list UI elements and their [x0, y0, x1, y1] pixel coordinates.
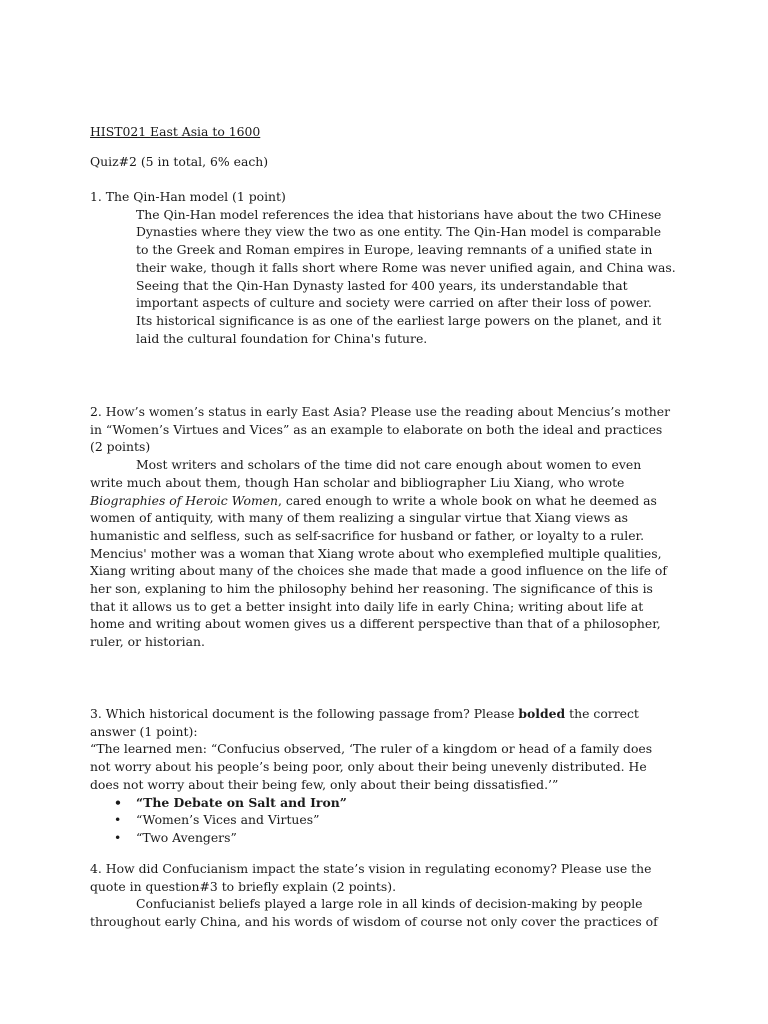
prompt-text: the correct [565, 706, 639, 721]
answer-line: Most writers and scholars of the time did not care enough about women to even [136, 457, 642, 473]
question-3-prompt-line: answer (1 point): [90, 723, 198, 739]
answer-line: Seeing that the Qin-Han Dynasty lasted for 400 years, its understandable that [136, 277, 628, 293]
answer-line: home and writing about women gives us a different perspective than that of a philosopher, [90, 616, 661, 632]
question-2-prompt-line: (2 points) [90, 439, 151, 455]
quiz-title-block [90, 153, 690, 171]
quote-line: does not worry about their being few, only about their being dissatisfied.’” [90, 776, 559, 792]
question-1-answer [90, 206, 690, 348]
answer-option-selected: • “The Debate on Salt and Iron” [114, 794, 690, 812]
question-2 [90, 403, 690, 651]
question-2-prompt-line: in “Women’s Virtues and Vices” as an example to elaborate on both the ideal and practices [90, 421, 663, 437]
answer-line: The Qin-Han model references the idea that historians have about the two CHinese [136, 206, 662, 222]
answer-line: Mencius' mother was a woman that Xiang wrote about who exemplefied multiple qualities, [90, 545, 662, 561]
answer-line-with-title [90, 492, 690, 510]
question-4-prompt-line: quote in question#3 to briefly explain (2 points). [90, 878, 397, 894]
answer-line: Its historical significance is as one of the earliest large powers on the planet, and it [136, 312, 662, 328]
book-title: Biographies of Heroic Women [90, 492, 279, 508]
quote-line: “The learned men: “Confucius observed, ‘The ruler of a kingdom or head of a family does [90, 741, 653, 757]
answer-line: her son, explaning to him the philosophy behind her reasoning. The significance of this is [90, 581, 653, 597]
answer-line: Confucianist beliefs played a large role in all kinds of decision-making by people [136, 896, 643, 912]
answer-option: • “Two Avengers” [114, 829, 690, 847]
question-1-prompt: 1. The Qin-Han model (1 point) [90, 189, 286, 204]
answer-line: humanistic and selfless, such as self-sacrifice for husband or father, or loyalty to a ruler. [90, 527, 645, 543]
question-4 [90, 860, 690, 931]
course-title: HIST021 East Asia to 1600 [90, 124, 261, 139]
answer-text: , cared enough to write a whole book on what he deemed as [278, 492, 657, 508]
answer-line: ruler, or historian. [90, 634, 205, 650]
answer-line: their wake, though it falls short where Rome was never unified again, and China was. [136, 259, 676, 275]
answer-line: Xiang writing about many of the choices she made that made a good influence on the life of [90, 563, 667, 579]
quiz-title: Quiz#2 (5 in total, 6% each) [90, 154, 269, 169]
answer-line: throughout early China, and his words of wisdom of course not only cover the practices of [90, 914, 658, 930]
answer-options [90, 794, 690, 847]
answer-line: Dynasties where they view the two as one entity. The Qin-Han model is comparable [136, 224, 662, 240]
question-2-answer [90, 456, 690, 651]
prompt-bold-word: bolded [518, 706, 566, 721]
question-1 [90, 188, 690, 347]
answer-line: laid the cultural foundation for China's future. [136, 330, 428, 346]
answer-line: to the Greek and Roman empires in Europe, leaving remnants of a unified state in [136, 242, 653, 258]
prompt-text: 3. Which historical document is the following passage from? Please [90, 706, 519, 721]
question-3-prompt-line [90, 705, 690, 723]
answer-option: • “Women’s Vices and Virtues” [114, 811, 690, 829]
question-2-prompt-line: 2. How’s women’s status in early East Asia? Please use the reading about Mencius’s mother [90, 404, 671, 419]
answer-line: write much about them, though Han scholar and bibliographer Liu Xiang, who wrote [90, 474, 625, 490]
answer-line: women of antiquity, with many of them realizing a singular virtue that Xiang views as [90, 510, 628, 526]
answer-line: important aspects of culture and society were carried on after their loss of power. [136, 295, 652, 311]
question-3 [90, 705, 690, 847]
question-4-prompt-line: 4. How did Confucianism impact the state’s vision in regulating economy? Please use the [90, 861, 652, 876]
answer-line: that it allows us to get a better insight into daily life in early China; writing about life at [90, 598, 644, 614]
quote-line: not worry about his people’s being poor, only about their being unevenly distributed. He [90, 759, 647, 775]
